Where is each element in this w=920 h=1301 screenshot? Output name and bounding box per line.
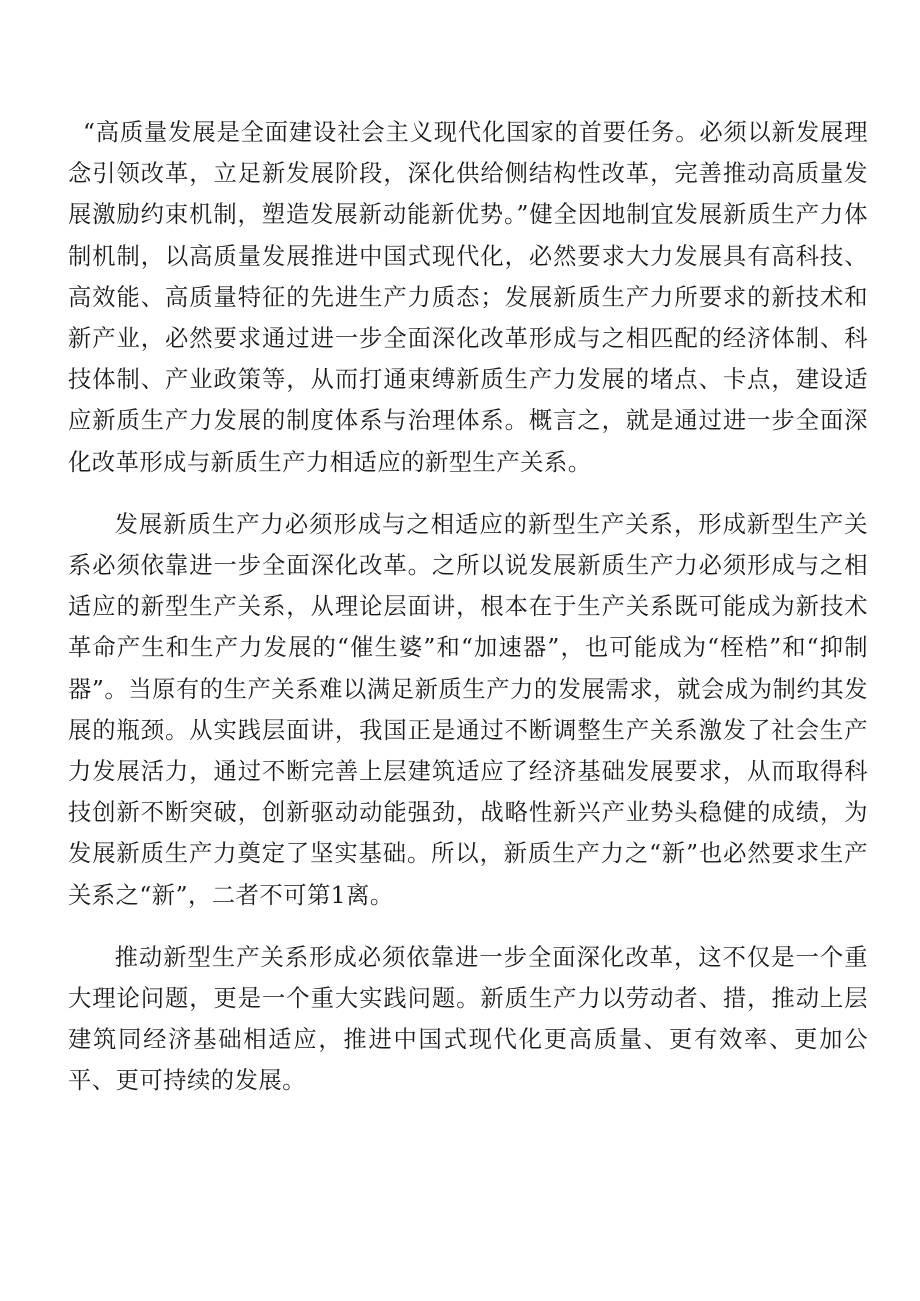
paragraph-2: 发展新质生产力必须形成与之相适应的新型生产关系，形成新型生产关系必须依靠进一步全面深化改革。之所以说发展新质生产力必须形成与之相适应的新型生产关系，从理论层面讲，根本在于生产关系既可能成为新技术革命产生和生产力发展的“催生婆”和“加速器”，也可能成为“桎梏”和“抑制器”。当原有的生产关系难以满足新质生产力的发展需求，就会成为制约其发展的瓶颈。从实践层面讲，我国正是通过不断调整生产关系激发了社会生产力发展活力，通过不断完善上层建筑适应了经济基础发展要求，从而取得科技创新不断突破，创新驱动动能强劲，战略性新兴产业势头稳健的成绩，为发展新质生产力奠定了坚实基础。所以，新质生产力之“新”也必然要求生产关系之“新”，二者不可第1离。	[68, 510, 868, 909]
paragraph-3: 推动新型生产关系形成必须依靠进一步全面深化改革，这不仅是一个重大理论问题，更是一个重大实践问题。新质生产力以劳动者、措，推动上层建筑同经济基础相适应，推进中国式现代化更高质量、更有效率、更加公平、更可持续的发展。	[68, 943, 868, 1095]
paragraph-1: “高质量发展是全面建设社会主义现代化国家的首要任务。必须以新发展理念引领改革，立足新发展阶段，深化供给侧结构性改革，完善推动高质量发展激励约束机制，塑造发展新动能新优势。”健全因地制宜发展新质生产力体制机制，以高质量发展推进中国式现代化，必然要求大力发展具有高科技、高效能、高质量特征的先进生产力质态；发展新质生产力所要求的新技术和新产业，必然要求通过进一步全面深化改革形成与之相匹配的经济体制、科技体制、产业政策等，从而打通束缚新质生产力发展的堵点、卡点，建设适应新质生产力发展的制度体系与治理体系。概言之，就是通过进一步全面深化改革形成与新质生产力相适应的新型生产关系。	[68, 119, 868, 476]
document-body	[68, 112, 868, 1102]
